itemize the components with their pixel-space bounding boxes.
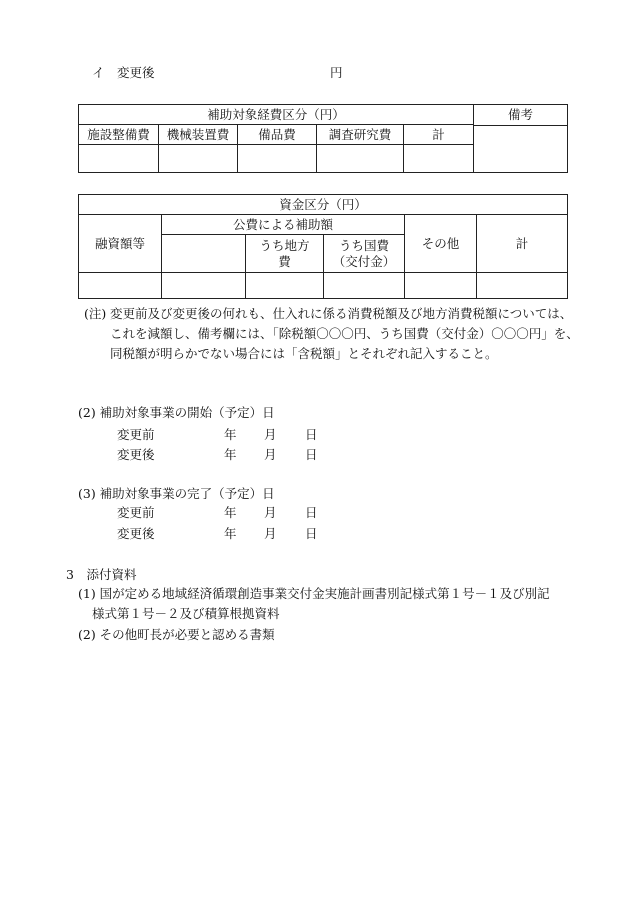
value-local-cost <box>246 273 324 299</box>
national-cost-line1: うち国費 <box>338 237 389 253</box>
note-text: 変更前及び変更後の何れも、仕入れに係る消費税額及び地方消費税額については、これを減額し、備考欄には、「除税額〇〇〇円、うち国費（交付金）〇〇〇円」を、同税額が明らかでない場合には「含税額」とそれぞれ記入すること。 <box>110 306 579 361</box>
start-after-label: 変更後 <box>117 447 155 462</box>
note-label: (注) <box>84 306 107 321</box>
start-date-title: (2) 補助対象事業の開始（予定）日 <box>78 405 275 420</box>
end-date-title: (3) 補助対象事業の完了（予定）日 <box>78 486 275 501</box>
value-fund-total <box>477 273 568 299</box>
fund-total-header: 計 <box>477 215 568 273</box>
subsidy-blank-cell <box>162 235 246 273</box>
attachments-heading: 3 添付資料 <box>66 567 137 582</box>
value-machinery <box>159 145 238 173</box>
start-before-month: 月 <box>264 427 277 442</box>
start-after-month: 月 <box>264 447 277 462</box>
end-before-day: 日 <box>305 505 318 520</box>
value-total <box>404 145 474 173</box>
end-before-label: 変更前 <box>117 505 155 520</box>
tax-note <box>84 304 580 364</box>
col-facility: 施設整備費 <box>79 125 159 145</box>
end-after-month: 月 <box>264 526 277 541</box>
fund-table <box>78 194 568 299</box>
other-header: その他 <box>405 215 477 273</box>
attachment-item-2: (2) その他町長が必要と認める書類 <box>78 627 275 642</box>
value-other <box>405 273 477 299</box>
end-after-day: 日 <box>305 526 318 541</box>
loan-header: 融資額等 <box>79 215 162 273</box>
value-subsidy <box>162 273 246 299</box>
col-equipment: 備品費 <box>238 125 317 145</box>
value-national-cost <box>324 273 405 299</box>
change-after-unit: 円 <box>330 65 343 80</box>
attachment-item-1-line1: (1) 国が定める地域経済循環創造事業交付金実施計画書別記様式第１号－１及び別記 <box>78 586 550 601</box>
value-facility <box>79 145 159 173</box>
start-after-year: 年 <box>224 447 237 462</box>
local-cost-header <box>246 235 324 273</box>
start-before-day: 日 <box>305 427 318 442</box>
col-total: 計 <box>404 125 474 145</box>
remarks-cell <box>474 105 568 173</box>
end-before-month: 月 <box>264 505 277 520</box>
attachment-item-1-line2: 様式第１号－２及び積算根拠資料 <box>92 606 280 621</box>
start-before-year: 年 <box>224 427 237 442</box>
start-before-label: 変更前 <box>117 427 155 442</box>
col-machinery: 機械装置費 <box>159 125 238 145</box>
local-cost-line2: 費 <box>278 253 291 269</box>
national-cost-line2: （交付金） <box>332 253 396 269</box>
end-after-label: 変更後 <box>117 526 155 541</box>
change-after-label: イ 変更後 <box>92 65 155 80</box>
national-cost-header <box>324 235 405 273</box>
expense-table <box>78 104 568 173</box>
fund-table-header: 資金区分（円） <box>79 195 568 215</box>
value-loan <box>79 273 162 299</box>
start-after-day: 日 <box>305 447 318 462</box>
local-cost-line1: うち地方 <box>259 237 310 253</box>
expense-table-header: 補助対象経費区分（円） <box>79 105 474 125</box>
value-research <box>317 145 404 173</box>
value-equipment <box>238 145 317 173</box>
end-after-year: 年 <box>224 526 237 541</box>
public-subsidy-header: 公費による補助額 <box>162 215 405 235</box>
end-before-year: 年 <box>224 505 237 520</box>
col-research: 調査研究費 <box>317 125 404 145</box>
remarks-header: 備考 <box>474 105 567 126</box>
